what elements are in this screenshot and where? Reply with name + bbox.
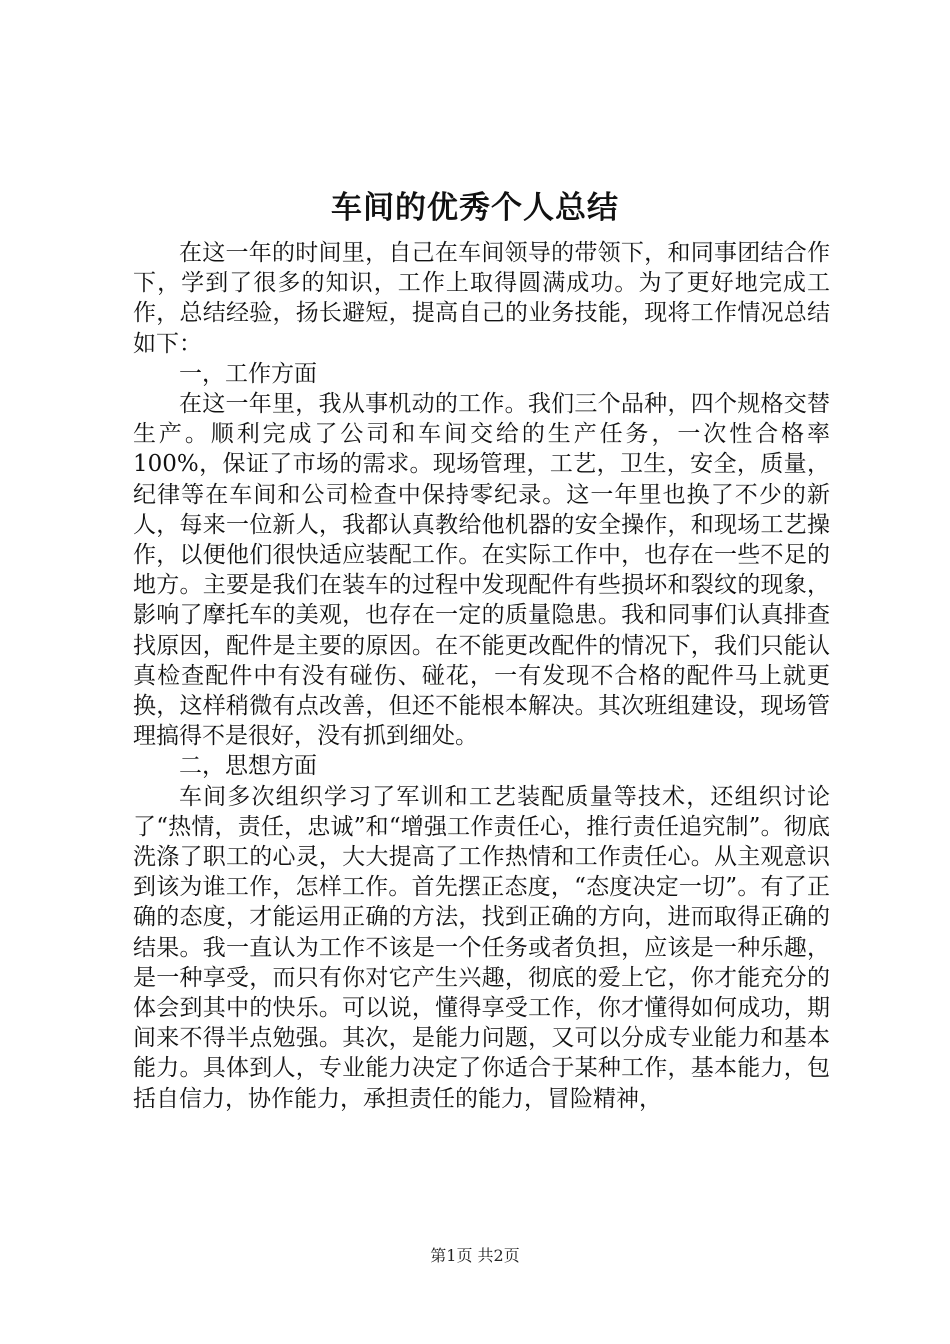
thought-paragraph: 车间多次组织学习了军训和工艺装配质量等技术，还组织讨论了“热情，责任，忠诚”和“增强工作责任心，推行责任追究制”。彻底洗涤了职工的心灵，大大提高了工作热情和工作责任心。从主观意识到该为谁工作，怎样工作。首先摆正态度，“态度决定一切”。有了正确的态度，才能运用正确的方法，找到正确的方向，进而取得正确的结果。我一直认为工作不该是一个任务或者负担，应该是一种乐趣，是一种享受，而只有你对它产生兴趣，彻底的爱上它，你才能充分的体会到其中的快乐。可以说，懂得享受工作，你才懂得如何成功，期间来不得半点勉强。其次，是能力问题，又可以分成专业能力和基本能力。具体到人，专业能力决定了你适合于某种工作，基本能力，包括自信力，协作能力，承担责任的能力，冒险精神， (133, 783, 830, 1112)
document-body (133, 238, 830, 1114)
intro-paragraph: 在这一年的时间里，自己在车间领导的带领下，和同事团结合作下，学到了很多的知识，工作上取得圆满成功。为了更好地完成工作，总结经验，扬长避短，提高自己的业务技能，现将工作情况总结如下： (133, 240, 830, 357)
page-footer: 第1页 共2页 (430, 1246, 520, 1265)
section-heading-thought: 二，思想方面 (179, 753, 317, 780)
section-heading-work: 一，工作方面 (179, 360, 317, 387)
work-paragraph: 在这一年里，我从事机动的工作。我们三个品种，四个规格交替生产。顺利完成了公司和车间交给的生产任务，一次性合格率100%，保证了市场的需求。现场管理，工艺，卫生，安全，质量，纪律等在车间和公司检查中保持零纪录。这一年里也换了不少的新人，每来一位新人，我都认真教给他机器的安全操作，和现场工艺操作，以便他们很快适应装配工作。在实际工作中，也存在一些不足的地方。主要是我们在装车的过程中发现配件有些损坏和裂纹的现象，影响了摩托车的美观，也存在一定的质量隐患。我和同事们认真排查找原因，配件是主要的原因。在不能更改配件的情况下，我们只能认真检查配件中有没有碰伤、碰花，一有发现不合格的配件马上就更换，这样稍微有点改善，但还不能根本解决。其次班组建设，现场管理搞得不是很好，没有抓到细处。 (133, 391, 830, 750)
document-title: 车间的优秀个人总结 (331, 190, 619, 226)
